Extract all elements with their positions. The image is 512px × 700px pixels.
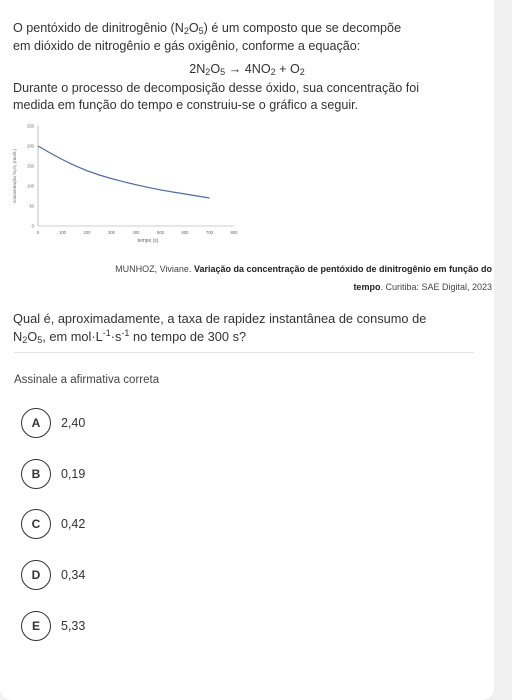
y-tick-label: 150 [27, 163, 34, 169]
statement-para2-line-2: medida em função do tempo e construiu-se o gráfico a seguir. [13, 98, 359, 112]
x-tick-label: 600 [181, 230, 189, 235]
question-line-2: $N_2O_5$, em $mol\cdot L^{-1}\cdot s^{-1}$ no tempo de 300 s? [13, 328, 247, 345]
option-text: 0,19 [61, 467, 86, 481]
y-tick-label: 250 [27, 123, 34, 129]
instructions: Assinale a afirmativa correta [14, 374, 160, 386]
chart-ticks [27, 124, 238, 236]
option-letter: B [21, 459, 51, 489]
question-line-1: Qual é, aproximadamente, a taxa de rapidez instantânea de consumo de [13, 311, 427, 326]
source-line-1: MUNHOZ, Viviane. Variação da concentração de pentóxido de dinitrogênio em função do [115, 264, 492, 274]
statement-line-1: O pentóxido de dinitrogênio $(N_2O_5)$ é um composto que se decompõe [13, 21, 402, 36]
source-line-2: tempo. Curitiba: SAE Digital, 2023 [353, 282, 492, 292]
option-letter: D [21, 560, 51, 590]
chemical-equation: $2N_2O_5 \to 4NO_2 + O_2$ [189, 62, 305, 77]
x-tick-label: 0 [36, 230, 40, 235]
x-tick-label: 100 [59, 230, 66, 235]
series-line [38, 146, 210, 198]
y-tick-label: 200 [27, 143, 34, 149]
option-text: 0,42 [61, 517, 86, 531]
y-tick-label: 0 [31, 223, 34, 229]
x-axis-label: tempo (s) [137, 238, 159, 244]
option-letter: E [21, 611, 51, 641]
x-tick-label: 700 [206, 230, 213, 235]
divider [14, 352, 474, 353]
concentration-chart [4, 118, 244, 250]
option-text: 5,33 [61, 619, 86, 633]
x-tick-label: 500 [157, 230, 164, 235]
option-a[interactable] [21, 408, 85, 438]
x-tick-label: 200 [83, 230, 91, 235]
statement-para2-line-1: Durante o processo de decomposição desse óxido, sua concentração foi [13, 81, 420, 95]
x-tick-label: 800 [230, 230, 238, 235]
x-tick-label: 300 [108, 230, 115, 235]
option-d[interactable] [21, 560, 85, 590]
y-tick-label: 100 [27, 183, 34, 189]
option-letter: A [21, 408, 51, 438]
statement-line-2: em dióxido de nitrogênio e gás oxigênio, conforme a equação: [13, 39, 361, 53]
option-letter: C [21, 509, 51, 539]
option-c[interactable] [21, 509, 85, 539]
option-b[interactable] [21, 459, 85, 489]
y-tick-label: 50 [29, 203, 34, 209]
option-e[interactable] [21, 611, 85, 641]
chart-axes [38, 126, 234, 226]
option-text: 0,34 [61, 568, 86, 582]
y-axis-label: concentração N₂O₅ (mol/L) [12, 149, 17, 203]
option-text: 2,40 [61, 416, 86, 430]
x-tick-label: 400 [132, 230, 140, 235]
